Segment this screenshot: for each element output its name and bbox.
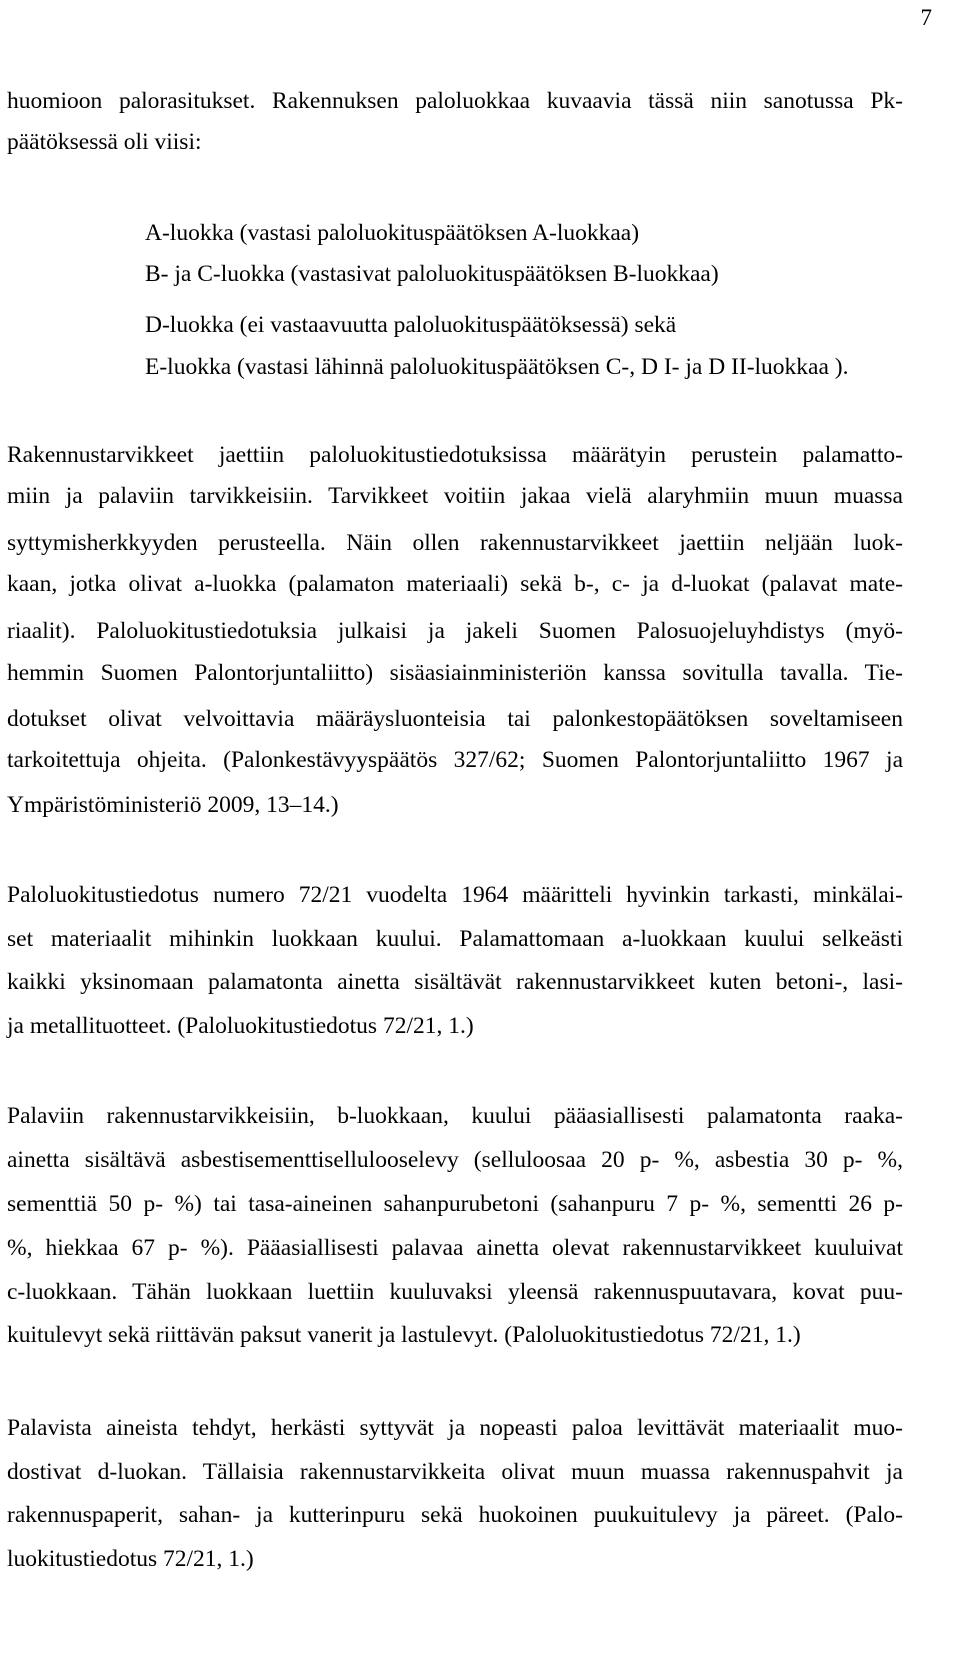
text-line: dostivat d-luokan. Tällaisia rakennustarvikkeita olivat muun muassa rakennuspahvit ja: [7, 1459, 903, 1485]
text-line: luokitustiedotus 72/21, 1.): [7, 1546, 254, 1572]
text-line: kuitulevyt sekä riittävän paksut vanerit ja lastulevyt. (Paloluokitustiedotus 72/21, 1.): [7, 1322, 801, 1348]
text-line: huomioon palorasitukset. Rakennuksen paloluokkaa kuvaavia tässä niin sanotussa Pk-: [7, 88, 903, 114]
text-line: miin ja palaviin tarvikkeisiin. Tarvikkeet voitiin jakaa vielä alaryhmiin muun muassa: [7, 483, 903, 509]
text-line: syttymisherkkyyden perusteella. Näin ollen rakennustarvikkeet jaettiin neljään luok-: [7, 530, 903, 556]
text-line: Ympäristöministeriö 2009, 13–14.): [7, 792, 339, 818]
text-line: riaalit). Paloluokitustiedotuksia julkaisi ja jakeli Suomen Palosuojeluyhdistys (myö-: [7, 618, 903, 644]
text-line: dotukset olivat velvoittavia määräysluonteisia tai palonkestopäätöksen soveltamiseen: [7, 706, 903, 732]
text-line: Paloluokitustiedotus numero 72/21 vuodelta 1964 määritteli hyvinkin tarkasti, minkälai-: [7, 882, 903, 908]
text-line: Rakennustarvikkeet jaettiin paloluokitustiedotuksissa määrätyin perustein palamatto-: [7, 442, 903, 468]
text-line: c-luokkaan. Tähän luokkaan luettiin kuuluvaksi yleensä rakennuspuutavara, kovat puu-: [7, 1279, 903, 1305]
text-line: päätöksessä oli viisi:: [7, 129, 202, 155]
list-item: B- ja C-luokka (vastasivat paloluokituspäätöksen B-luokkaa): [145, 261, 719, 287]
text-line: ainetta sisältävä asbestisementtisellulooselevy (selluloosaa 20 p- %, asbestia 30 p- %,: [7, 1147, 903, 1173]
text-line: ja metallituotteet. (Paloluokitustiedotus 72/21, 1.): [7, 1013, 474, 1039]
list-item: A-luokka (vastasi paloluokituspäätöksen A-luokkaa): [145, 220, 640, 246]
text-line: Palavista aineista tehdyt, herkästi syttyvät ja nopeasti paloa levittävät materiaalit muo-: [7, 1415, 903, 1441]
text-line: rakennuspaperit, sahan- ja kutterinpuru sekä huokoinen puukuitulevy ja päreet. (Palo-: [7, 1502, 903, 1528]
text-line: kaan, jotka olivat a-luokka (palamaton materiaali) sekä b-, c- ja d-luokat (palavat mate-: [7, 571, 903, 597]
text-line: hemmin Suomen Palontorjuntaliitto) sisäasiainministeriön kanssa sovitulla tavalla. Tie-: [7, 660, 903, 686]
text-line: %, hiekkaa 67 p- %). Pääasiallisesti palavaa ainetta olevat rakennustarvikkeet kuuluivat: [7, 1235, 903, 1261]
text-line: Palaviin rakennustarvikkeisiin, b-luokkaan, kuului pääasiallisesti palamatonta raaka-: [7, 1103, 903, 1129]
text-line: kaikki yksinomaan palamatonta ainetta sisältävät rakennustarvikkeet kuten betoni-, lasi-: [7, 969, 903, 995]
text-line: set materiaalit mihinkin luokkaan kuului. Palamattomaan a-luokkaan kuului selkeästi: [7, 926, 903, 952]
text-line: sementtiä 50 p- %) tai tasa-aineinen sahanpurubetoni (sahanpuru 7 p- %, sementti 26 p-: [7, 1191, 903, 1217]
text-line: tarkoitettuja ohjeita. (Palonkestävyyspäätös 327/62; Suomen Palontorjuntaliitto 1967 ja: [7, 747, 903, 773]
list-item: E-luokka (vastasi lähinnä paloluokituspäätöksen C-, D I- ja D II-luokkaa ).: [145, 354, 849, 380]
page-number: 7: [920, 5, 932, 30]
list-item: D-luokka (ei vastaavuutta paloluokituspäätöksessä) sekä: [145, 312, 677, 338]
